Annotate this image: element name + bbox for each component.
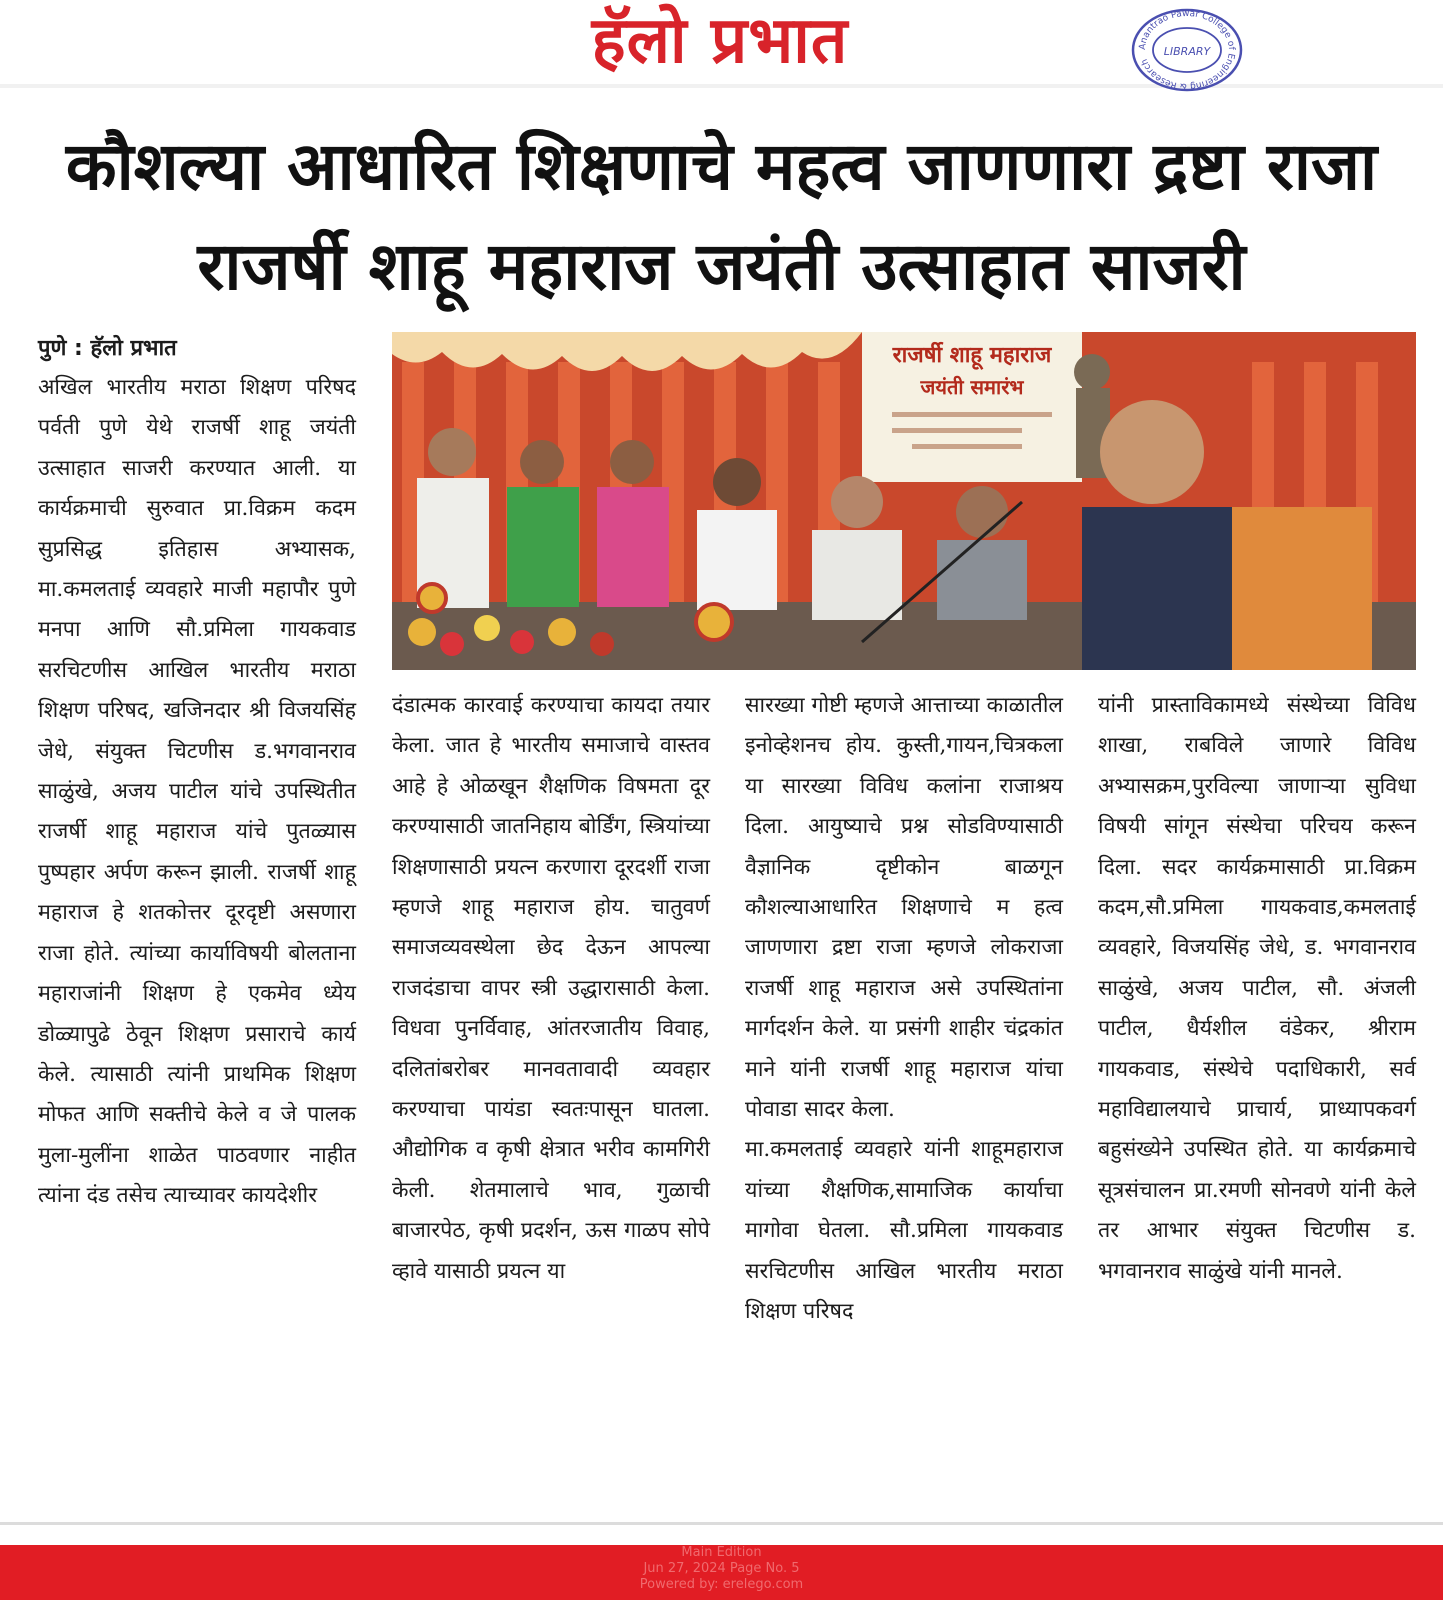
banner-subtitle: जयंती समारंभ xyxy=(920,375,1024,399)
footer-edition: Main Edition xyxy=(681,1545,762,1560)
article-column-1 xyxy=(38,330,356,1217)
column-1-text: अखिल भारतीय मराठा शिक्षण परिषद पर्वती पुणे येथे राजर्षी शाहू जयंती उत्साहात साजरी करण्यात आली. या कार्यक्रमाची सुरुवात प्रा.विक्रम कदम सुप्रसिद्ध इतिहास अभ्यासक, मा.कमलताई व्यवहारे माजी महापौर पुणे मनपा आणि सौ.प्रमिला गायकवाड सरचिटणीस आखिल भारतीय मराठा शिक्षण परिषद, खजिनदार श्री विजयसिंह जेधे, संयुक्त चिटणीस ड.भगवानराव साळुंखे, अजय पाटील यांचे उपस्थितीत राजर्षी शाहू महाराज यांचे पुतळ्यास पुष्पहार अर्पण करून झाली. राजर्षी शाहू महाराज हे शतकोत्तर दूरदृष्टी असणारा राजा होते. त्यांच्या कार्याविषयी बोलताना महाराजांनी शिक्षण हे एकमेव ध्येय डोळ्यापुढे ठेवून शिक्षण प्रसाराचे कार्य केले. त्यासाठी त्यांनी प्राथमिक शिक्षण मोफत आणि सक्तीचे केले व जे पालक मुला-मुलींना शाळेत पाठवणार नाहीत त्यांना दंड तसेच त्याच्यावर कायदेशीर xyxy=(38,375,356,1209)
banner-title: राजर्षी शाहू महाराज xyxy=(892,343,1052,368)
footer-bar xyxy=(0,1545,1443,1600)
event-photo xyxy=(392,332,1416,670)
column-3-text-b: मा.कमलताई व्यवहारे यांनी शाहूमहाराज यांच्या शैक्षणिक,सामाजिक कार्याचा मागोवा घेतला. सौ.प्रमिला गायकवाड सरचिटणीस आखिल भारतीय मराठा शिक्षण परिषद xyxy=(745,1137,1063,1325)
library-seal-stamp xyxy=(1129,8,1245,92)
dateline: पुणे : हॅलो प्रभात xyxy=(38,336,177,361)
article-column-3 xyxy=(745,686,1063,1333)
seal-ring-text: Anantrao Pawar College of Engineering & Research xyxy=(1137,8,1237,92)
headline-line-2: राजर्षी शाहू महाराज जयंती उत्साहात साजरी xyxy=(197,228,1246,305)
column-3-text-a: सारख्या गोष्टी म्हणजे आत्ताच्या काळातील इनोव्हेशनच होय. कुस्ती,गायन,चित्रकला या सारख्या विविध कलांना राजाश्रय दिला. आयुष्याचे प्रश्न सोडविण्यासाठी वैज्ञानिक दृष्टीकोन बाळगून कौशल्याआधारित शिक्षणाचे म हत्व जाणणारा द्रष्टा राजा म्हणजे लोकराजा राजर्षी शाहू महाराज असे उपस्थितांना मार्गदर्शन केले. या प्रसंगी शाहीर चंद्रकांत माने यांनी राजर्षी शाहू महाराज यांचा पोवाडा सादर केला. xyxy=(745,693,1063,1123)
seal-center-text: LIBRARY xyxy=(1163,45,1211,58)
article-column-4 xyxy=(1098,686,1416,1292)
headline-line-1: कौशल्या आधारित शिक्षणाचे महत्व जाणणारा द्रष्टा राजा xyxy=(65,128,1378,205)
footer-date-page: Jun 27, 2024 Page No. 5 xyxy=(643,1561,800,1576)
footer-rule xyxy=(0,1522,1443,1525)
column-4-text: यांनी प्रास्ताविकामध्ये संस्थेच्या विविध शाखा, राबविले जाणारे विविध अभ्यासक्रम,पुरविल्या जाणाऱ्या सुविधा विषयी सांगून संस्थेचा परिचय करून दिला. सदर कार्यक्रमासाठी प्रा.विक्रम कदम,सौ.प्रमिला गायकवाड,कमलताई व्यवहारे, विजयसिंह जेधे, ड. भगवानराव साळुंखे, अजय पाटील, सौ. अंजली पाटील, धैर्यशील वंडेकर, श्रीराम गायकवाड, संस्थेचे पदाधिकारी, सर्व महाविद्यालयाचे प्राचार्य, प्राध्यापकवर्ग बहुसंख्येने उपस्थित होते. या कार्यक्रमाचे सूत्रसंचालन प्रा.रमणी सोनवणे यांनी केले तर आभार संयुक्त चिटणीस ड. भगवानराव साळुंखे यांनी मानले. xyxy=(1098,693,1416,1284)
newspaper-title: हॅलो प्रभात xyxy=(591,4,849,78)
article-column-2 xyxy=(392,686,710,1292)
column-2-text: दंडात्मक कारवाई करण्याचा कायदा तयार केला. जात हे भारतीय समाजाचे वास्तव आहे हे ओळखून शैक्षणिक विषमता दूर करण्यासाठी जातनिहाय बोर्डिंग, स्त्रियांच्या शिक्षणासाठी प्रयत्न करणारा दूरदर्शी राजा म्हणजे शाहू महाराज होय. चातुवर्ण समाजव्यवस्थेला छेद देऊन आपल्या राजदंडाचा वापर स्त्री उद्धारासाठी केला. विधवा पुनर्विवाह, आंतरजातीय विवाह, दलितांबरोबर मानवतावादी व्यवहार करण्याचा पायंडा स्वतःपासून घातला. औद्योगिक व कृषी क्षेत्रात भरीव कामगिरी केली. शेतमालाचे भाव, गुळाची बाजारपेठ, कृषी प्रदर्शन, ऊस गाळप सोपे व्हावे यासाठी प्रयत्न या xyxy=(392,693,710,1284)
event-photo-illustration xyxy=(392,332,1416,670)
footer-powered-link[interactable]: Powered by: erelego.com xyxy=(639,1577,804,1592)
